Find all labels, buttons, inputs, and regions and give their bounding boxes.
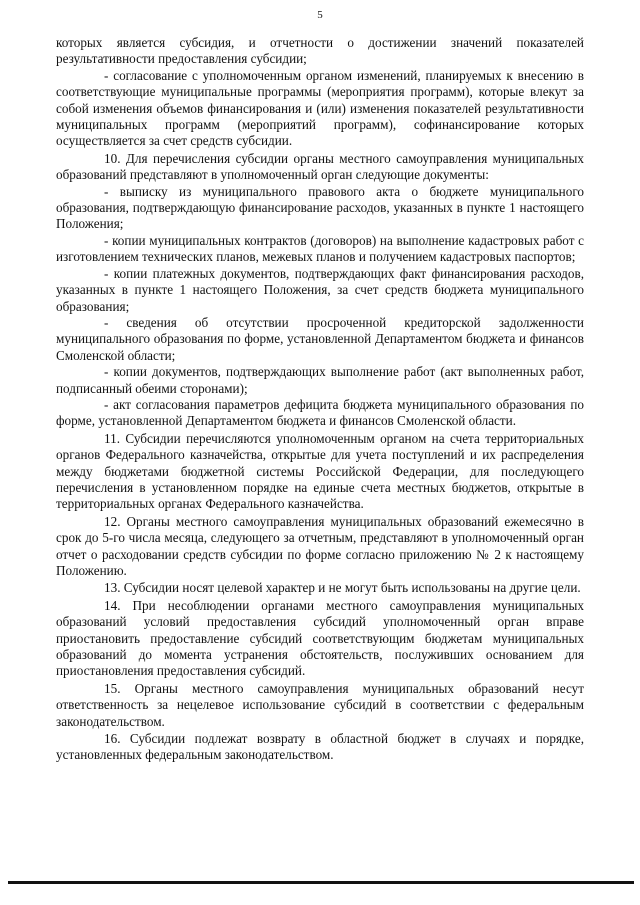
- paragraph-continuation: которых является субсидия, и отчетности о достижении значений показателей результативности предоставления субсидии;: [56, 35, 584, 67]
- document-body: [56, 35, 584, 764]
- paragraph-10: 10. Для перечисления субсидии органы местного самоуправления муниципальных образований представляют в уполномоченный орган следующие документы:: [56, 150, 584, 183]
- paragraph-16: 16. Субсидии подлежат возврату в областной бюджет в случаях и порядке, установленных федеральным законодательством.: [56, 731, 584, 763]
- paragraph-13: 13. Субсидии носят целевой характер и не могут быть использованы на другие цели.: [104, 580, 581, 596]
- paragraph-item-budget-extract: - выписку из муниципального правового акта о бюджете муниципального образования, подтверждающую финансирование расходов, указанных в пункте 1 настоящего Положения;: [56, 183, 584, 232]
- paragraph-15: 15. Органы местного самоуправления муниципальных образований несут ответственность за нецелевое использование субсидий в соответствии с федеральным законодательством.: [56, 680, 584, 729]
- bottom-rule: [8, 881, 634, 884]
- paragraph-12: 12. Органы местного самоуправления муниципальных образований ежемесячно в срок до 5-го числа месяца, следующего за отчетным, представляют в уполномоченный орган отчет о расходовании средств субсидии по форме согласно приложению № 2 к настоящему Положению.: [56, 513, 584, 578]
- paragraph-11: 11. Субсидии перечисляются уполномоченным органом на счета территориальных органов Федерального казначейства, открытые для учета поступлений и их распределения между бюджетами бюджетной системы Российской Федерации, для последующего перечисления в установленном порядке на единые счета местных бюджетов, открытые в территориальных органах Федерального казначейства.: [56, 430, 584, 512]
- paragraph-item-approval-changes: - согласование с уполномоченным органом изменений, планируемых к внесению в соответствующие муниципальные программы (мероприятия программ), которые влекут за собой изменения объемов финансирования и (или) изменения показателей результативности муниципальных программ (мероприятий программ), софинансирование которых осуществляется за счет средств субсидии.: [56, 67, 584, 149]
- paragraph-item-work-docs: - копии документов, подтверждающих выполнение работ (акт выполненных работ, подписанный обеими сторонами);: [56, 364, 584, 396]
- paragraph-14: 14. При несоблюдении органами местного самоуправления муниципальных образований условий предоставления субсидий уполномоченный орган вправе приостановить предоставление субсидий соответствующим бюджетам муниципальных образований до момента устранения обстоятельств, послуживших основанием для приостановления предоставления субсидий.: [56, 597, 584, 679]
- page-number: 5: [317, 9, 323, 21]
- paragraph-item-payment-docs: - копии платежных документов, подтверждающих факт финансирования расходов, указанных в пункте 1 настоящего Положения, за счет средств бюджета муниципального образования;: [56, 265, 584, 314]
- paragraph-item-debt-info: - сведения об отсутствии просроченной кредиторской задолженности муниципального образования по форме, установленной Департаментом бюджета и финансов Смоленской области;: [56, 314, 584, 363]
- paragraph-item-contracts: - копии муниципальных контрактов (договоров) на выполнение кадастровых работ с изготовлением технических планов, межевых планов и получением кадастровых паспортов;: [56, 232, 584, 265]
- paragraph-item-deficit-act: - акт согласования параметров дефицита бюджета муниципального образования по форме, установленной Департаментом бюджета и финансов Смоленской области.: [56, 396, 584, 429]
